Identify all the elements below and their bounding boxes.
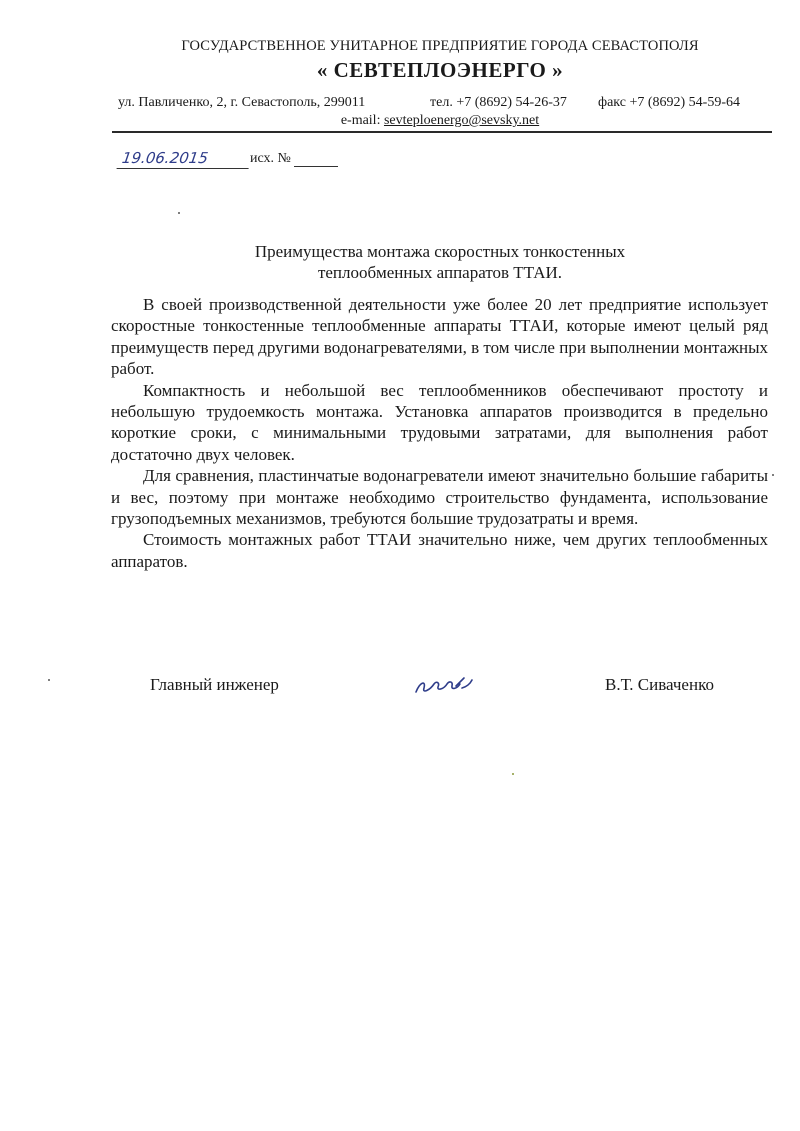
- email-link[interactable]: sevteploenergo@sevsky.net: [383, 113, 540, 128]
- document-title: [150, 241, 730, 283]
- signer-name: В.Т. Сиваченко: [605, 675, 714, 694]
- email-line: [150, 113, 730, 129]
- contact-line: [118, 95, 778, 111]
- signer-position: Главный инженер: [150, 675, 279, 694]
- scan-speck: [772, 474, 774, 476]
- fax: факс +7 (8692) 54-59-64: [598, 95, 740, 110]
- outgoing-number-label: исх. №: [250, 151, 291, 166]
- organization-brand: « СЕВТЕПЛОЭНЕРГО »: [316, 58, 564, 82]
- handwritten-date: 19.06.2015: [117, 148, 252, 169]
- organization-name: ГОСУДАРСТВЕННОЕ УНИТАРНОЕ ПРЕДПРИЯТИЕ ГОРОДА СЕВАСТОПОЛЯ: [181, 38, 699, 54]
- header-divider: [112, 131, 772, 133]
- title-line-2: теплообменных аппаратов ТТАИ.: [317, 263, 563, 282]
- outgoing-number-blank: [294, 166, 338, 167]
- letter-body: [111, 294, 768, 572]
- paragraph-3: Для сравнения, пластинчатые водонагреватели имеют значительно большие габариты и вес, поэтому при монтаже необходимо строительство фундамента, использование грузоподъемных механизмов, требуются большие трудозатраты и время.: [111, 466, 768, 529]
- signature-block: [0, 672, 800, 702]
- address: ул. Павличенко, 2, г. Севастополь, 299011: [118, 95, 366, 110]
- paragraph-2: Компактность и небольшой вес теплообменников обеспечивают простоту и небольшую трудоемкость монтажа. Установка аппаратов производится в предельно короткие сроки, с минимальными трудовыми затратами, для выполнения работ достаточно двух человек.: [111, 380, 768, 464]
- scan-speck: [512, 773, 514, 775]
- phone: тел. +7 (8692) 54-26-37: [430, 95, 567, 110]
- title-line-1: Преимущества монтажа скоростных тонкостенных: [254, 242, 626, 261]
- scan-speck: [178, 212, 180, 214]
- signature-icon: [412, 672, 476, 698]
- paragraph-4: Стоимость монтажных работ ТТАИ значительно ниже, чем других теплообменных аппаратов.: [111, 530, 768, 571]
- paragraph-1: В своей производственной деятельности уже более 20 лет предприятие использует скоростные тонкостенные теплообменные аппараты ТТАИ, которые имеют целый ряд преимуществ перед другими водонагревателями, в том числе при выполнении монтажных работ.: [111, 295, 768, 379]
- email-label: e-mail:: [340, 113, 381, 128]
